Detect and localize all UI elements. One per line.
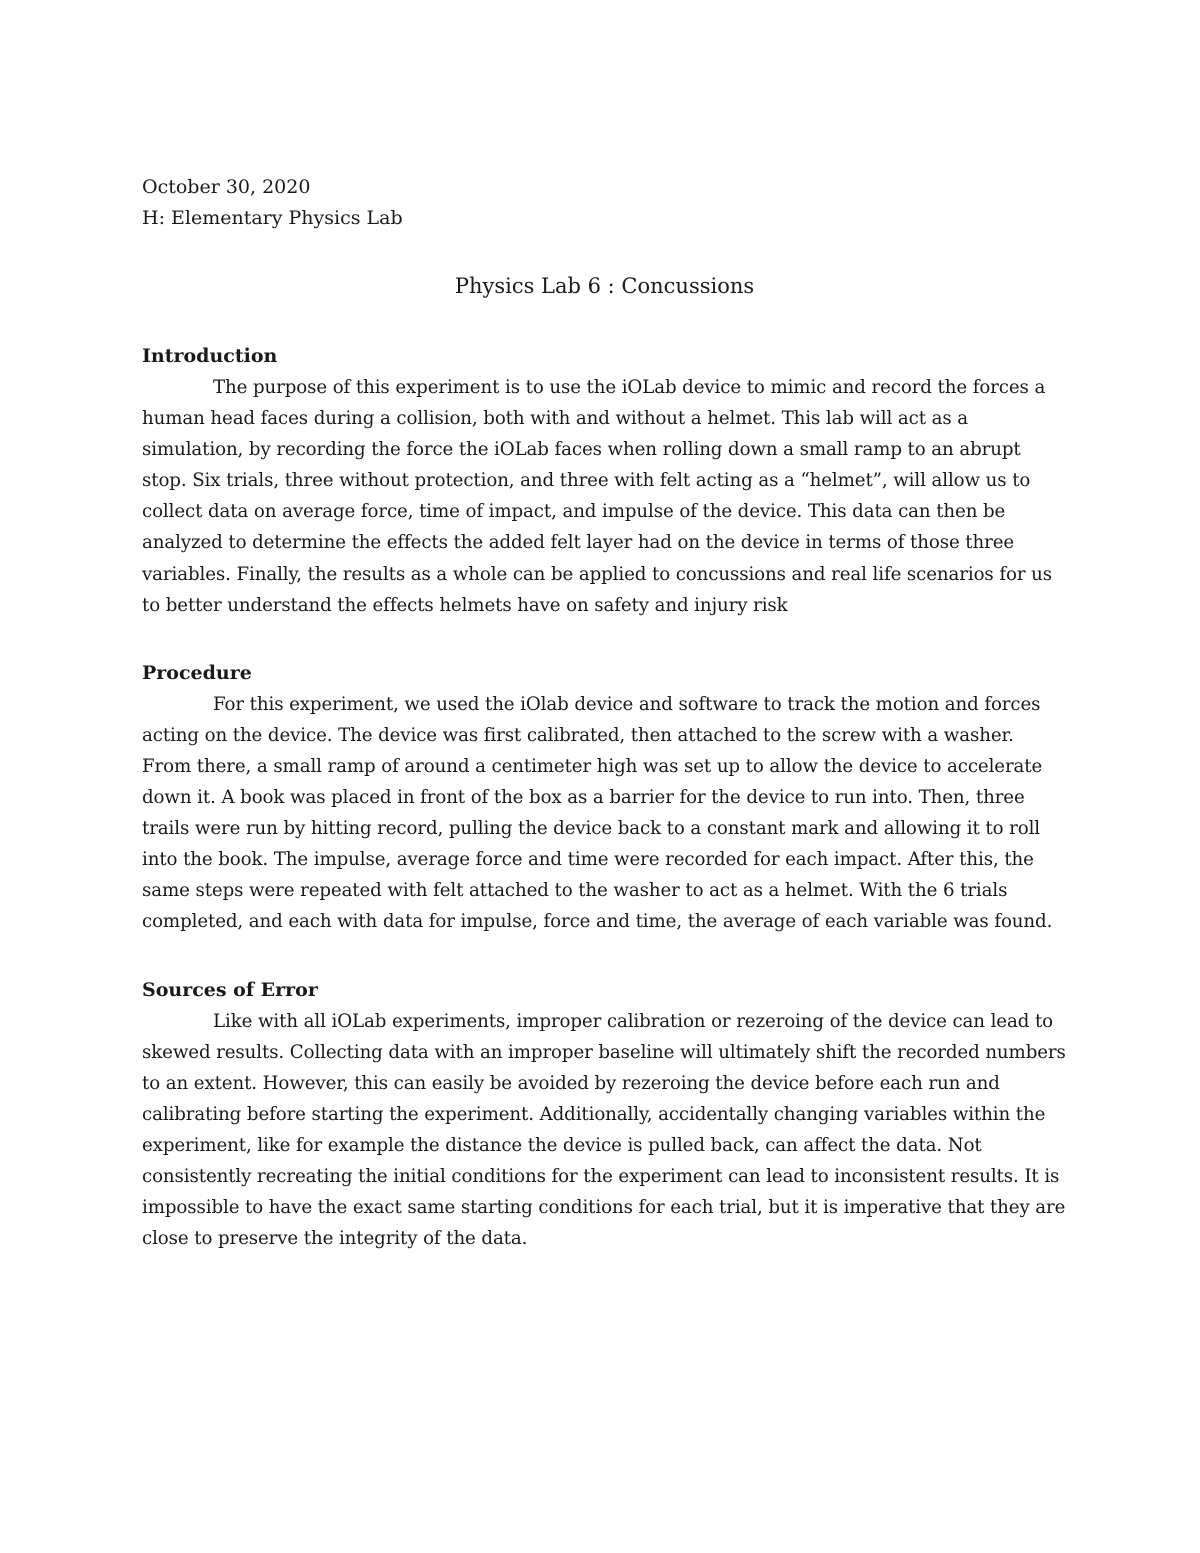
section-introduction: [142, 341, 1067, 621]
section-heading: Procedure: [142, 661, 252, 684]
document-title: Physics Lab 6 : Concussions: [454, 274, 755, 298]
section-heading: Introduction: [142, 345, 278, 367]
section-body: Like with all iOLab experiments, improper calibration or rezeroing of the device can lead to skewed results. Collecting data with an improper baseline will ultimately shift the recorded numbers to an extent. However, this can easily be avoided by rezeroing the device before each run and calibrating before starting the experiment. Additionally, accidentally changing variables within the experiment, like for example the distance the device is pulled back, can affect the data. Not consistently recreating the initial conditions for the experiment can lead to inconsistent results. It is impossible to have the exact same starting conditions for each trial, but it is imperative that they are close to preserve the integrity of the data.: [142, 1010, 1066, 1250]
section-procedure: [142, 658, 1067, 938]
course-name: H: Elementary Physics Lab: [142, 207, 403, 229]
section-body: The purpose of this experiment is to use the iOLab device to mimic and record the forces a human head faces during a collision, both with and without a helmet. This lab will act as a simulation, by recording the force the iOLab faces when rolling down a small ramp to an abrupt stop. Six trials, three without protection, and three with felt acting as a “helmet”, will allow us to collect data on average force, time of impact, and impulse of the device. This data can then be analyzed to determine the effects the added felt layer had on the device in terms of those three variables. Finally, the results as a whole can be applied to concussions and real life scenarios for us to better understand the effects helmets have on safety and injury risk: [142, 377, 1052, 616]
section-sources-of-error: [142, 975, 1067, 1255]
section-body: For this experiment, we used the iOlab device and software to track the motion and forces acting on the device. The device was first calibrated, then attached to the screw with a washer. From there, a small ramp of around a centimeter high was set up to allow the device to accelerate down it. A book was placed in front of the box as a barrier for the device to run into. Then, three trails were run by hitting record, pulling the device back to a constant mark and allowing it to roll into the book. The impulse, average force and time were recorded for each impact. After this, the same steps were repeated with felt attached to the washer to act as a helmet. With the 6 trials completed, and each with data for impulse, force and time, the average of each variable was found.: [142, 693, 1053, 933]
document-date: October 30, 2020: [142, 176, 311, 198]
section-heading: Sources of Error: [142, 978, 318, 1001]
document-page: [142, 172, 1067, 1254]
